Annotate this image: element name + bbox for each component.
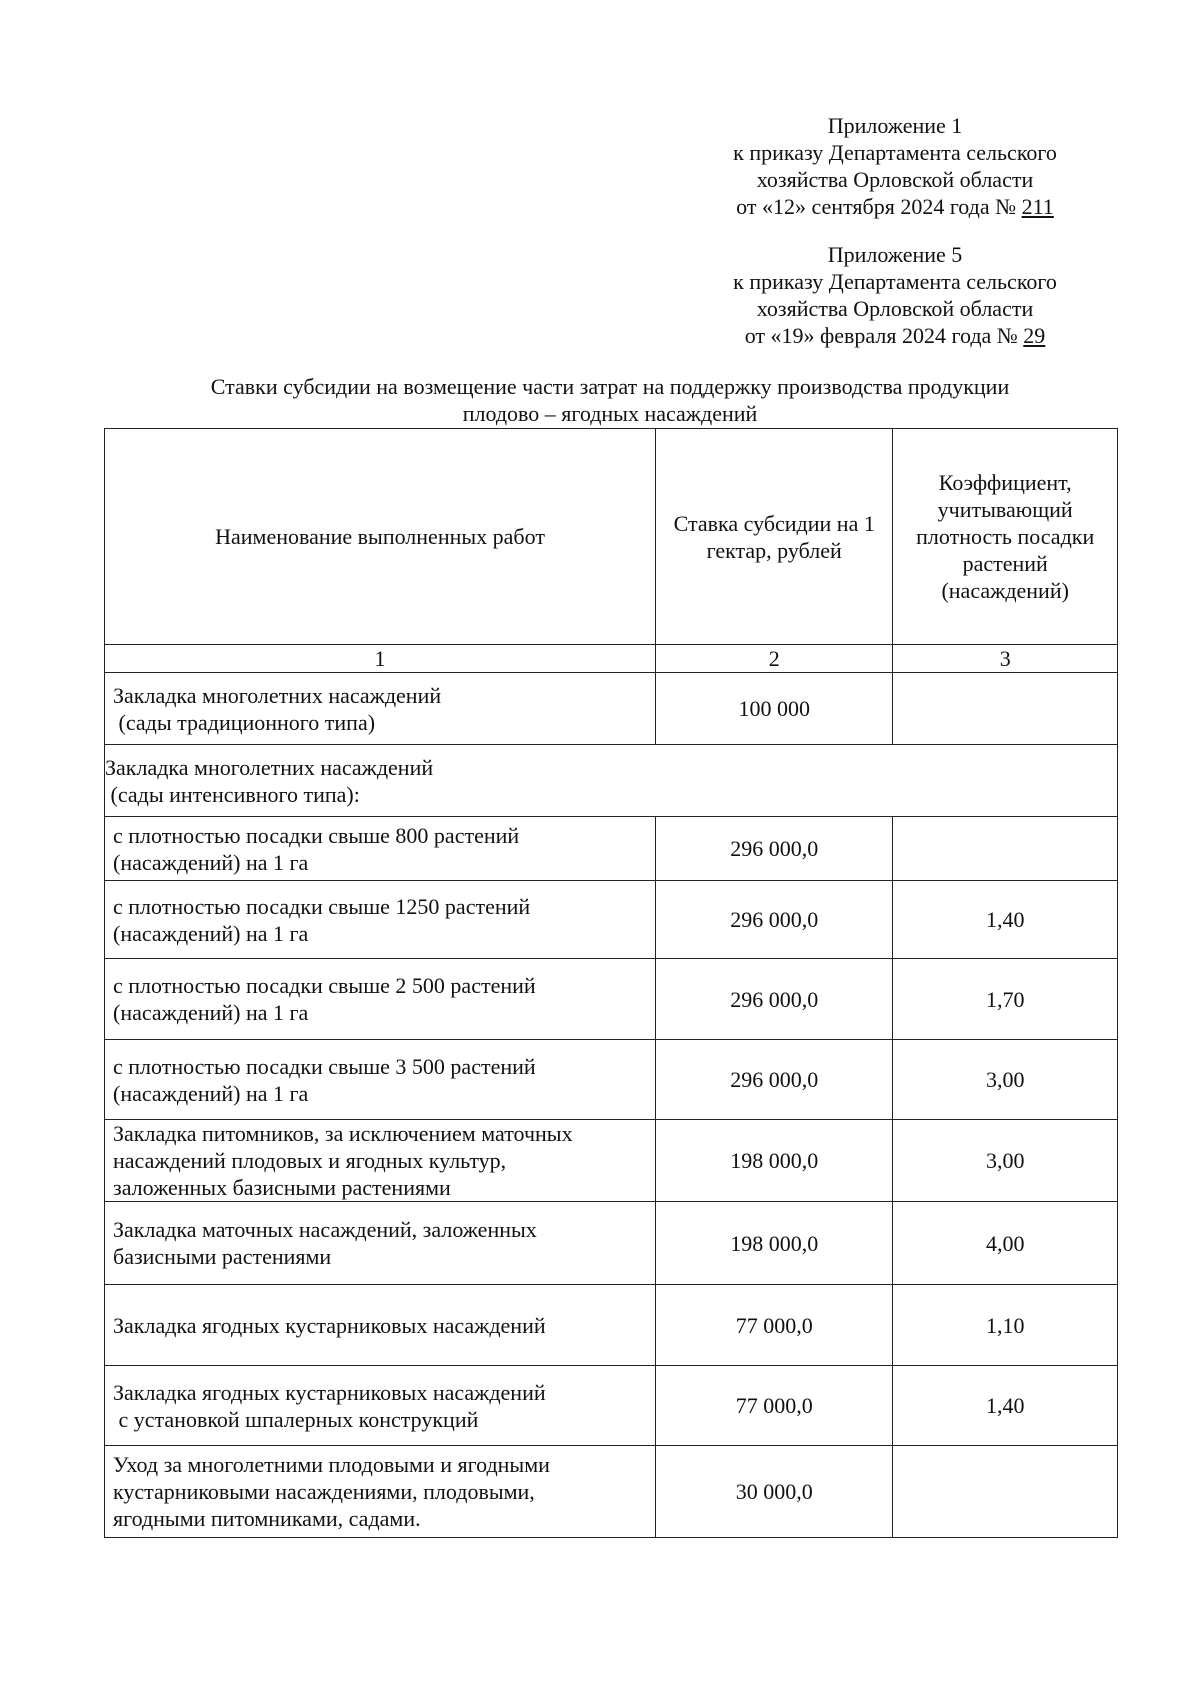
rate-value: 198 000,0 xyxy=(656,1202,893,1285)
appendix-5-title: Приложение 5 xyxy=(827,242,963,267)
work-name-line: с установкой шпалерных конструкций xyxy=(113,1406,479,1432)
column-number-3: 3 xyxy=(893,645,1118,673)
appendix-1-order-line: к приказу Департамента сельского xyxy=(733,140,1057,165)
work-name xyxy=(105,881,656,959)
appendix-5-block xyxy=(700,241,1090,349)
work-name xyxy=(105,1202,656,1285)
table-row xyxy=(105,881,1118,959)
table-row xyxy=(105,1366,1118,1446)
work-name-line: (насаждений) на 1 га xyxy=(113,1000,309,1025)
work-name-line: с плотностью посадки свыше 3 500 растений xyxy=(113,1053,536,1079)
table-row xyxy=(105,959,1118,1040)
work-name-line: Закладка многолетних насаждений xyxy=(105,754,434,780)
coefficient-value: 1,10 xyxy=(893,1285,1118,1366)
work-name-line: базисными растениями xyxy=(113,1244,332,1269)
table-row xyxy=(105,1446,1118,1538)
appendix-5-department-line: хозяйства Орловской области xyxy=(756,296,1034,321)
coefficient-value xyxy=(893,817,1118,881)
column-number-2: 2 xyxy=(656,645,893,673)
table-row xyxy=(105,1120,1118,1202)
header-work-name: Наименование выполненных работ xyxy=(105,429,656,645)
coefficient-value: 1,40 xyxy=(893,881,1118,959)
document-title-line-1: Ставки субсидии на возмещение части затрат на поддержку производства продукции xyxy=(210,374,1010,399)
work-name xyxy=(105,817,656,881)
header-coefficient: Коэффициент, учитывающий плотность посадки растений (насаждений) xyxy=(893,429,1118,645)
work-name-line: (насаждений) на 1 га xyxy=(113,1080,309,1106)
coefficient-value: 3,00 xyxy=(893,1040,1118,1120)
appendix-5-order-line: к приказу Департамента сельского xyxy=(733,269,1057,294)
table-row-section xyxy=(105,745,1118,817)
appendix-5-date: от «19» февраля 2024 года № xyxy=(744,323,1024,348)
work-name-line: Закладка маточных насаждений, заложенных xyxy=(113,1217,537,1242)
subsidy-rates-table xyxy=(104,428,1118,1538)
coefficient-value xyxy=(893,673,1118,745)
work-name-line: (сады традиционного типа) xyxy=(113,709,376,735)
rate-value: 198 000,0 xyxy=(656,1120,893,1202)
work-name-line: с плотностью посадки свыше 800 растений xyxy=(113,822,520,848)
appendix-5-date-line xyxy=(700,322,1090,349)
table-row xyxy=(105,1040,1118,1120)
document-title xyxy=(100,373,1120,427)
appendix-1-department-line: хозяйства Орловской области xyxy=(756,167,1034,192)
table-row xyxy=(105,673,1118,745)
appendix-1-date-line xyxy=(700,193,1090,220)
work-name xyxy=(105,1040,656,1120)
work-name-line: Закладка питомников, за исключением маточных xyxy=(113,1121,573,1146)
appendix-5-number: 29 xyxy=(1023,323,1046,348)
work-name-line: Уход за многолетними плодовыми и ягодными xyxy=(113,1452,550,1477)
rate-value: 100 000 xyxy=(656,673,893,745)
work-name xyxy=(105,673,656,745)
work-name-line: ягодными питомниками, садами. xyxy=(113,1506,421,1531)
coefficient-value: 1,40 xyxy=(893,1366,1118,1446)
work-name-line: (сады интенсивного типа): xyxy=(105,781,360,807)
table-row xyxy=(105,817,1118,881)
work-name-line: Закладка ягодных кустарниковых насаждений xyxy=(113,1312,546,1338)
table-header-row xyxy=(105,429,1118,645)
work-name-line: кустарниковыми насаждениями, плодовыми, xyxy=(113,1479,535,1504)
table-row xyxy=(105,1202,1118,1285)
work-name-line: (насаждений) на 1 га xyxy=(113,849,309,875)
coefficient-value: 1,70 xyxy=(893,959,1118,1040)
rate-value: 77 000,0 xyxy=(656,1285,893,1366)
appendix-1-date: от «12» сентября 2024 года № xyxy=(736,194,1022,219)
work-name-line: Закладка многолетних насаждений xyxy=(113,682,442,708)
work-name xyxy=(105,1446,656,1538)
section-label xyxy=(105,745,1118,817)
coefficient-value: 3,00 xyxy=(893,1120,1118,1202)
work-name xyxy=(105,959,656,1040)
rate-value: 296 000,0 xyxy=(656,959,893,1040)
document-title-line-2: плодово – ягодных насаждений xyxy=(462,401,758,426)
appendix-1-block xyxy=(700,112,1090,220)
header-rate: Ставка субсидии на 1 гектар, рублей xyxy=(656,429,893,645)
rate-value: 296 000,0 xyxy=(656,881,893,959)
coefficient-value xyxy=(893,1446,1118,1538)
work-name xyxy=(105,1120,656,1202)
column-number-1: 1 xyxy=(105,645,656,673)
column-number-row xyxy=(105,645,1118,673)
work-name xyxy=(105,1366,656,1446)
work-name-line: насаждений плодовых и ягодных культур, xyxy=(113,1148,507,1173)
appendix-1-title: Приложение 1 xyxy=(827,113,963,138)
work-name-line: (насаждений) на 1 га xyxy=(113,920,309,946)
table-row xyxy=(105,1285,1118,1366)
rate-value: 296 000,0 xyxy=(656,817,893,881)
work-name xyxy=(105,1285,656,1366)
work-name-line: с плотностью посадки свыше 1250 растений xyxy=(113,893,531,919)
work-name-line: с плотностью посадки свыше 2 500 растений xyxy=(113,973,536,998)
work-name-line: заложенных базисными растениями xyxy=(113,1175,451,1200)
coefficient-value: 4,00 xyxy=(893,1202,1118,1285)
rate-value: 77 000,0 xyxy=(656,1366,893,1446)
appendix-1-number: 211 xyxy=(1021,194,1054,219)
work-name-line: Закладка ягодных кустарниковых насаждений xyxy=(113,1379,546,1405)
rate-value: 30 000,0 xyxy=(656,1446,893,1538)
rate-value: 296 000,0 xyxy=(656,1040,893,1120)
